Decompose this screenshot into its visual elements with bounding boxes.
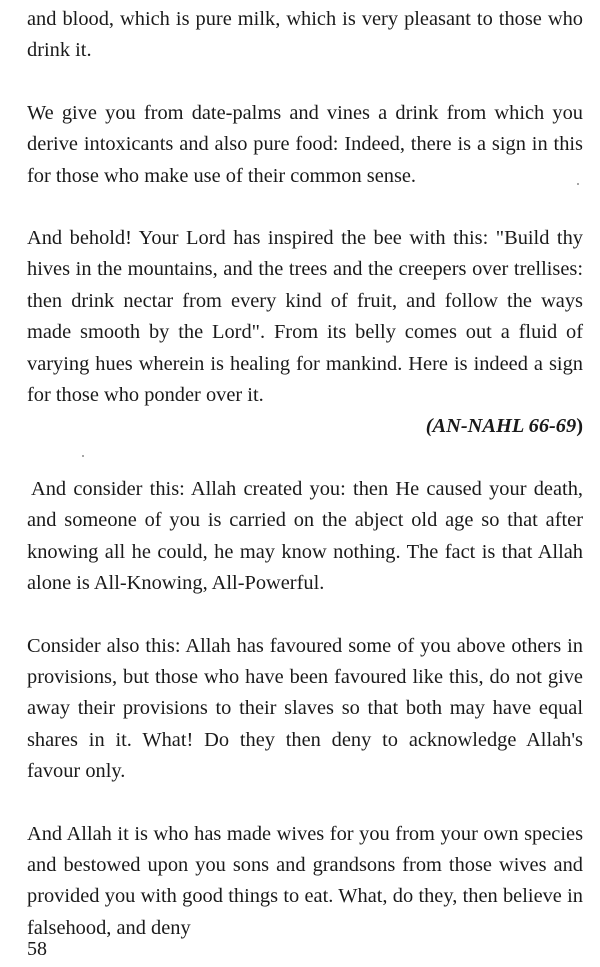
scan-speck	[577, 183, 579, 185]
paragraph-6: And Allah it is who has made wives for you from your own species and bestowed upon you sons and grandsons from those wives and provided you with good things to eat. What, do they, then believe in falsehood, and deny	[27, 822, 583, 939]
paragraph-4: And consider this: Allah created you: then He caused your death, and someone of you is carried on the abject old age so that after knowing all he could, he may know nothing. The fact is that Allah alone is All-Knowing, All-Powerful.	[27, 477, 583, 595]
paragraph-5: Consider also this: Allah has favoured some of you above others in provisions, but those who have been favoured like this, do not give away their provisions to their slaves so that both may have equal shares in it. What! Do they then deny to acknowledge Allah's favour only.	[27, 634, 583, 783]
citation-text: AN-NAHL 66-69	[432, 415, 577, 438]
paragraph-2: We give you from date-palms and vines a drink from which you derive intoxicants and also pure food: Indeed, there is a sign in this for those who make use of their common sense.	[27, 101, 583, 187]
paragraph-gap	[27, 192, 583, 223]
paragraph-gap	[27, 443, 583, 474]
paragraph-gap	[27, 67, 583, 98]
page-number: 58	[27, 938, 47, 960]
citation	[27, 411, 583, 442]
paragraph-1: and blood, which is pure milk, which is very pleasant to those who drink it.	[27, 8, 583, 62]
page-body	[27, 4, 583, 944]
citation-open: (	[425, 415, 433, 438]
scan-speck	[82, 455, 84, 457]
paragraph-gap	[27, 788, 583, 819]
paragraph-3: And behold! Your Lord has inspired the bee with this: "Build thy hives in the mountains, and the trees and the creepers over trellises: then drink nectar from every kind of fruit, and follow the ways made smooth by the Lord". From its belly comes out a fluid of varying hues wherein is healing for mankind. Here is indeed a sign for those who ponder over it.	[27, 227, 583, 407]
paragraph-gap	[27, 600, 583, 631]
citation-close: )	[576, 415, 583, 438]
